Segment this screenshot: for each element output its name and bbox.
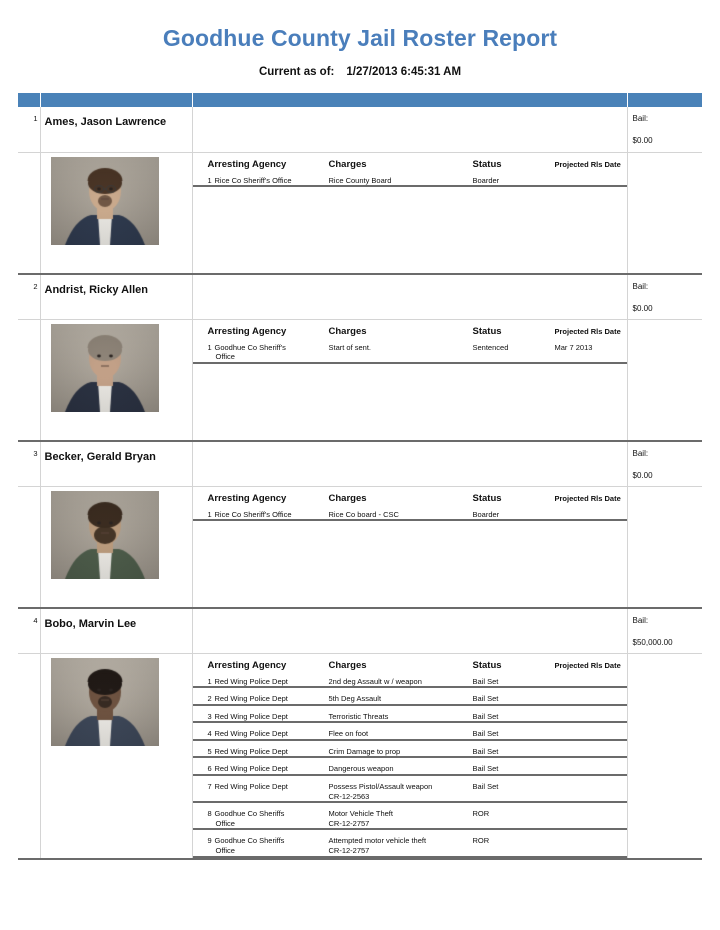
charge-agency-cell: [193, 687, 323, 705]
charges-table: [193, 153, 627, 188]
charge-row: [193, 757, 627, 775]
agency-line2: Office: [215, 352, 235, 362]
column-header-status: Status: [472, 492, 502, 504]
current-as-of-line: [0, 66, 720, 78]
case-number: CR-12-2563: [328, 791, 370, 801]
column-header-agency: Arresting Agency: [207, 325, 287, 337]
charge-status: Boarder: [473, 170, 555, 187]
charge-description: 2nd deg Assault w / weapon: [328, 676, 422, 686]
charge-agency: Rice Co Sheriff's Office: [214, 509, 292, 519]
charge-description-cell: [323, 829, 473, 856]
charge-release-date: [555, 722, 627, 740]
charge-description: Rice County Board: [328, 175, 392, 185]
table-banner: [18, 93, 702, 107]
charge-description-cell: [323, 170, 473, 187]
inmate-name-row: [18, 274, 702, 319]
banner-cell-bail: [627, 93, 702, 107]
inmate-detail-row: [18, 152, 702, 274]
bail-label: Bail:: [632, 449, 649, 458]
inmate-detail-row: [18, 653, 702, 859]
column-header-status: Status: [472, 158, 502, 170]
charge-status: Boarder: [473, 504, 555, 521]
charge-row: [193, 337, 627, 363]
charge-agency-cell: [193, 671, 323, 688]
charge-agency: Red Wing Police Dept: [214, 711, 288, 721]
column-header-release-date: Projected Rls Date: [554, 159, 621, 169]
bail-label: Bail:: [632, 616, 649, 625]
detail-index-spacer: [18, 653, 40, 859]
inmate-detail-row: [18, 486, 702, 608]
charge-number: 1: [207, 676, 212, 686]
charge-description: 5th Deg Assault: [328, 694, 382, 704]
mugshot-cell: [40, 319, 192, 441]
charges-cell: [192, 486, 627, 608]
mugshot-cell: [40, 152, 192, 274]
inmate-index: 3: [18, 441, 40, 486]
detail-index-spacer: [18, 319, 40, 441]
charge-agency: Red Wing Police Dept: [214, 676, 288, 686]
charge-row: [193, 671, 627, 688]
inmate-name[interactable]: Ames, Jason Lawrence: [40, 107, 192, 152]
charge-agency-cell: [193, 802, 323, 829]
charge-row: [193, 705, 627, 723]
charge-agency-cell: [193, 829, 323, 856]
bail-label: Bail:: [632, 114, 649, 123]
banner-cell-name: [40, 93, 192, 107]
charge-agency-cell: [193, 504, 323, 521]
charge-release-date: [555, 687, 627, 705]
charge-agency-cell: [193, 170, 323, 187]
roster-table: [18, 93, 702, 860]
charge-description: Flee on foot: [328, 729, 369, 739]
charge-release-date: [555, 802, 627, 829]
charge-status: ROR: [473, 802, 555, 829]
charge-agency-cell: [193, 337, 323, 363]
inmate-index: 2: [18, 274, 40, 319]
charge-release-date: [555, 829, 627, 856]
charge-agency-cell: [193, 775, 323, 802]
mugshot-photo[interactable]: [51, 324, 159, 412]
charge-description-cell: [323, 740, 473, 758]
charge-number: 4: [207, 729, 212, 739]
charge-agency: Goodhue Co Sheriffs: [214, 809, 285, 819]
charge-agency-cell: [193, 757, 323, 775]
charges-cell: [192, 319, 627, 441]
charge-release-date: [555, 170, 627, 187]
charge-description-cell: [323, 802, 473, 829]
detail-bail-spacer: [627, 653, 702, 859]
charge-description-cell: [323, 671, 473, 688]
bail-amount: $50,000.00: [632, 638, 673, 647]
column-header-charges: Charges: [328, 325, 367, 337]
banner-cell-detail: [192, 93, 627, 107]
bail-label: Bail:: [632, 282, 649, 291]
bail-cell: [627, 608, 702, 653]
charge-number: 3: [207, 711, 212, 721]
charge-agency: Red Wing Police Dept: [214, 764, 288, 774]
charge-row: [193, 740, 627, 758]
charge-release-date: [555, 775, 627, 802]
column-header-charges: Charges: [328, 659, 367, 671]
charge-agency: Goodhue Co Sheriffs: [214, 836, 285, 846]
charge-number: 1: [207, 175, 212, 185]
charge-description-cell: [323, 775, 473, 802]
charge-row: [193, 775, 627, 802]
charge-status: Bail Set: [473, 687, 555, 705]
inmate-name-spacer: [192, 441, 627, 486]
column-header-agency: Arresting Agency: [207, 659, 287, 671]
inmate-index: 4: [18, 608, 40, 653]
charge-row: [193, 829, 627, 856]
bail-amount: $0.00: [632, 136, 653, 145]
charge-description: Crim Damage to prop: [328, 746, 401, 756]
bail-cell: [627, 441, 702, 486]
charges-cell: [192, 152, 627, 274]
charge-description-cell: [323, 337, 473, 363]
charge-number: 9: [207, 836, 212, 846]
charge-row: [193, 802, 627, 829]
inmate-detail-row: [18, 319, 702, 441]
charge-description-cell: [323, 705, 473, 723]
charge-number: 8: [207, 809, 212, 819]
charge-agency-cell: [193, 705, 323, 723]
charges-header-row: [193, 153, 627, 170]
column-header-status: Status: [472, 659, 502, 671]
charges-table: [193, 320, 627, 364]
charges-cell: [192, 653, 627, 859]
charge-status: Bail Set: [473, 757, 555, 775]
inmate-name-spacer: [192, 608, 627, 653]
case-number: CR-12-2757: [328, 818, 370, 828]
charge-status: Sentenced: [473, 337, 555, 363]
column-header-agency: Arresting Agency: [207, 158, 287, 170]
charge-status: Bail Set: [473, 775, 555, 802]
charge-description: Rice Co board - CSC: [328, 509, 399, 519]
charge-status: Bail Set: [473, 671, 555, 688]
case-number: CR-12-2757: [328, 846, 370, 856]
charge-row: [193, 504, 627, 521]
banner-cell-index: [18, 93, 40, 107]
detail-index-spacer: [18, 152, 40, 274]
inmate-index: 1: [18, 107, 40, 152]
charge-row: [193, 722, 627, 740]
page-title: Goodhue County Jail Roster Report: [162, 25, 558, 51]
charge-description: Dangerous weapon: [328, 764, 394, 774]
column-header-charges: Charges: [328, 492, 367, 504]
charges-header-row: [193, 487, 627, 504]
mugshot-cell: [40, 486, 192, 608]
mugshot-photo[interactable]: [51, 658, 159, 746]
charge-description-cell: [323, 504, 473, 521]
charge-release-date: [555, 671, 627, 688]
inmate-name-row: [18, 608, 702, 653]
charge-description: Start of sent.: [328, 342, 372, 352]
column-header-agency: Arresting Agency: [207, 492, 287, 504]
bail-amount: $0.00: [632, 471, 653, 480]
mugshot-photo[interactable]: [51, 157, 159, 245]
detail-bail-spacer: [627, 486, 702, 608]
column-header-release-date: Projected Rls Date: [554, 660, 621, 670]
charge-description: Possess Pistol/Assault weapon: [328, 782, 433, 792]
charge-number: 6: [207, 764, 212, 774]
current-as-of-label: Current as of:: [258, 66, 335, 79]
inmate-name-row: [18, 441, 702, 486]
charge-row: [193, 687, 627, 705]
charge-status: Bail Set: [473, 722, 555, 740]
inmate-name-row: [18, 107, 702, 152]
charge-release-date: Mar 7 2013: [555, 337, 627, 363]
charge-number: 1: [207, 509, 212, 519]
detail-bail-spacer: [627, 319, 702, 441]
charge-status: Bail Set: [473, 740, 555, 758]
charge-release-date: [555, 757, 627, 775]
charge-agency: Red Wing Police Dept: [214, 729, 288, 739]
charge-status: Bail Set: [473, 705, 555, 723]
charge-agency: Red Wing Police Dept: [214, 694, 288, 704]
charge-agency: Red Wing Police Dept: [214, 746, 288, 756]
charge-release-date: [555, 705, 627, 723]
agency-line2: Office: [215, 818, 235, 828]
charge-description: Attempted motor vehicle theft: [328, 836, 427, 846]
charge-row: [193, 170, 627, 187]
charge-status: ROR: [473, 829, 555, 856]
charge-description: Motor Vehicle Theft: [328, 809, 393, 819]
column-header-release-date: Projected Rls Date: [554, 493, 621, 503]
inmate-name-spacer: [192, 274, 627, 319]
charge-agency-cell: [193, 740, 323, 758]
charge-agency: Red Wing Police Dept: [214, 782, 288, 792]
bail-amount: $0.00: [632, 304, 653, 313]
inmate-name[interactable]: Andrist, Ricky Allen: [40, 274, 192, 319]
charge-number: 2: [207, 694, 212, 704]
charges-table: [193, 654, 627, 858]
charge-release-date: [555, 740, 627, 758]
charge-agency: Rice Co Sheriff's Office: [214, 175, 292, 185]
column-header-charges: Charges: [328, 158, 367, 170]
charge-number: 1: [207, 342, 212, 352]
inmate-name-spacer: [192, 107, 627, 152]
inmate-name[interactable]: Bobo, Marvin Lee: [40, 608, 192, 653]
charge-number: 7: [207, 782, 212, 792]
current-as-of-value: 1/27/2013 6:45:31 AM: [346, 66, 462, 79]
mugshot-photo[interactable]: [51, 491, 159, 579]
charge-agency: Goodhue Co Sheriff's: [214, 342, 286, 352]
charge-release-date: [555, 504, 627, 521]
column-header-status: Status: [472, 325, 502, 337]
charge-description-cell: [323, 757, 473, 775]
charges-header-row: [193, 654, 627, 671]
charge-description-cell: [323, 722, 473, 740]
charge-agency-cell: [193, 722, 323, 740]
charge-description: Terroristic Threats: [328, 711, 389, 721]
charges-table: [193, 487, 627, 522]
charge-description-cell: [323, 687, 473, 705]
agency-line2: Office: [215, 846, 235, 856]
inmate-name[interactable]: Becker, Gerald Bryan: [40, 441, 192, 486]
detail-bail-spacer: [627, 152, 702, 274]
bail-cell: [627, 274, 702, 319]
charges-header-row: [193, 320, 627, 337]
mugshot-cell: [40, 653, 192, 859]
charge-number: 5: [207, 746, 212, 756]
column-header-release-date: Projected Rls Date: [554, 326, 621, 336]
detail-index-spacer: [18, 486, 40, 608]
bail-cell: [627, 107, 702, 152]
